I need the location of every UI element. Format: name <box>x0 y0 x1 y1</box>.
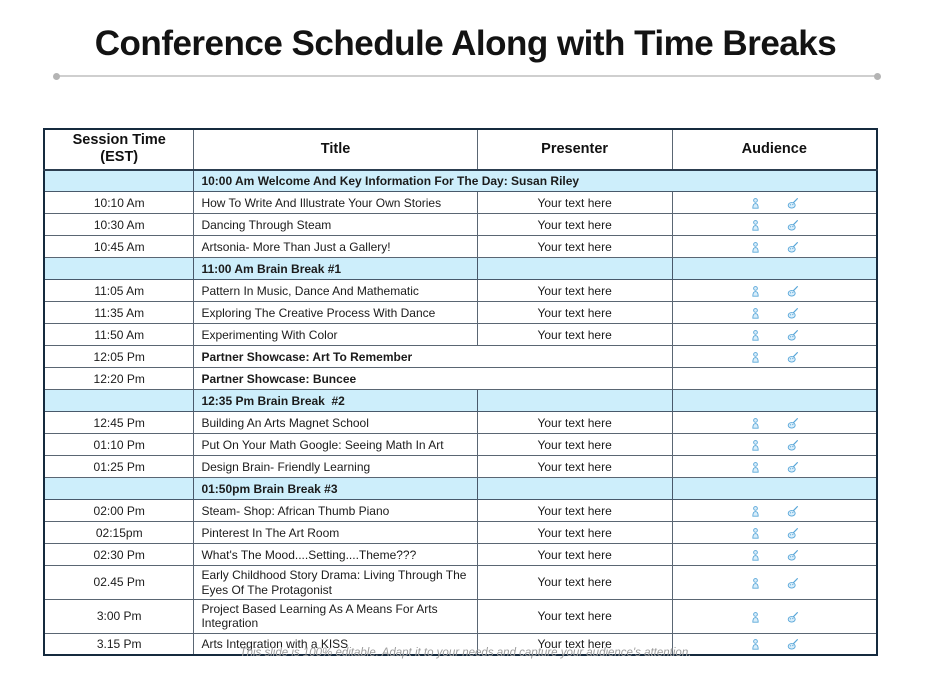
paint-hand-icon <box>786 241 799 254</box>
presenter-cell: Your text here <box>477 544 672 566</box>
audience-cell <box>672 478 877 500</box>
session-title-cell: Project Based Learning As A Means For Arts Integration <box>194 600 477 634</box>
session-row <box>44 544 877 566</box>
presenter-cell: Your text here <box>477 192 672 214</box>
person-icon <box>749 505 762 518</box>
footer-note: This slide is 100% editable. Adapt it to your needs and capture your audience's attention. <box>239 647 692 659</box>
time-cell: 02:00 Pm <box>44 500 194 522</box>
header-session-time: Session Time (EST) <box>44 129 194 170</box>
time-cell: 11:50 Am <box>44 324 194 346</box>
time-cell: 01:10 Pm <box>44 434 194 456</box>
paint-hand-icon <box>786 527 799 540</box>
session-title-cell: What's The Mood....Setting....Theme??? <box>194 544 477 566</box>
title-divider <box>58 75 876 77</box>
paint-hand-icon <box>786 549 799 562</box>
session-row <box>44 600 877 634</box>
person-icon <box>749 417 762 430</box>
time-cell: 12:45 Pm <box>44 412 194 434</box>
page-title: Conference Schedule Along with Time Breaks <box>94 24 837 63</box>
time-cell: 3:00 Pm <box>44 600 194 634</box>
audience-cell <box>672 600 877 634</box>
header-audience: Audience <box>672 129 877 170</box>
time-cell: 11:35 Am <box>44 302 194 324</box>
session-row <box>44 236 877 258</box>
presenter-cell: Your text here <box>477 412 672 434</box>
session-title-cell: Early Childhood Story Drama: Living Through The Eyes Of The Protagonist <box>194 566 477 600</box>
session-title-cell: Partner Showcase: Art To Remember <box>194 346 672 368</box>
audience-cell <box>672 192 877 214</box>
person-icon <box>749 611 762 624</box>
audience-cell <box>672 302 877 324</box>
audience-cell <box>672 368 877 390</box>
person-icon <box>749 241 762 254</box>
person-icon <box>749 329 762 342</box>
header-title: Title <box>194 129 477 170</box>
time-cell: 10:10 Am <box>44 192 194 214</box>
conference-schedule-table <box>43 128 878 656</box>
welcome-row <box>44 170 877 192</box>
person-icon <box>749 439 762 452</box>
divider-right-dot <box>874 73 881 80</box>
paint-hand-icon <box>786 307 799 320</box>
presenter-cell <box>477 390 672 412</box>
session-title-cell: Dancing Through Steam <box>194 214 477 236</box>
presenter-cell: Your text here <box>477 214 672 236</box>
person-icon <box>749 549 762 562</box>
person-icon <box>749 351 762 364</box>
paint-hand-icon <box>786 219 799 232</box>
session-row <box>44 522 877 544</box>
showcase-row <box>44 368 877 390</box>
time-cell: 02:30 Pm <box>44 544 194 566</box>
break-note: 01:50pm Brain Break #3 <box>194 478 477 500</box>
paint-hand-icon <box>786 505 799 518</box>
audience-cell <box>672 324 877 346</box>
session-title-cell: Building An Arts Magnet School <box>194 412 477 434</box>
time-cell <box>44 170 194 192</box>
session-title-cell: Exploring The Creative Process With Dance <box>194 302 477 324</box>
paint-hand-icon <box>786 285 799 298</box>
session-row <box>44 192 877 214</box>
paint-hand-icon <box>786 417 799 430</box>
break-row <box>44 390 877 412</box>
paint-hand-icon <box>786 329 799 342</box>
session-row <box>44 500 877 522</box>
time-cell: 01:25 Pm <box>44 456 194 478</box>
session-row <box>44 412 877 434</box>
audience-cell <box>672 434 877 456</box>
time-cell: 02.45 Pm <box>44 566 194 600</box>
audience-cell <box>672 412 877 434</box>
break-note: 10:00 Am Welcome And Key Information For The Day: Susan Riley <box>194 170 877 192</box>
audience-cell <box>672 544 877 566</box>
time-cell: 3.15 Pm <box>44 633 194 655</box>
time-cell <box>44 478 194 500</box>
presenter-cell: Your text here <box>477 324 672 346</box>
time-cell: 10:30 Am <box>44 214 194 236</box>
person-icon <box>749 219 762 232</box>
divider-left-dot <box>53 73 60 80</box>
audience-cell <box>672 214 877 236</box>
session-title-cell: Steam- Shop: African Thumb Piano <box>194 500 477 522</box>
session-row <box>44 302 877 324</box>
audience-cell <box>672 346 877 368</box>
time-cell: 12:05 Pm <box>44 346 194 368</box>
session-title-cell: Design Brain- Friendly Learning <box>194 456 477 478</box>
audience-cell <box>672 236 877 258</box>
audience-cell <box>672 522 877 544</box>
break-row <box>44 478 877 500</box>
time-cell <box>44 258 194 280</box>
session-title-cell: Put On Your Math Google: Seeing Math In Art <box>194 434 477 456</box>
time-cell <box>44 390 194 412</box>
person-icon <box>749 527 762 540</box>
presenter-cell <box>477 258 672 280</box>
paint-hand-icon <box>786 461 799 474</box>
session-row <box>44 324 877 346</box>
audience-cell <box>672 456 877 478</box>
session-row <box>44 566 877 600</box>
session-row <box>44 214 877 236</box>
time-cell: 02:15pm <box>44 522 194 544</box>
audience-cell <box>672 280 877 302</box>
presenter-cell: Your text here <box>477 522 672 544</box>
header-presenter: Presenter <box>477 129 672 170</box>
paint-hand-icon <box>786 577 799 590</box>
presenter-cell: Your text here <box>477 434 672 456</box>
audience-cell <box>672 390 877 412</box>
session-title-cell: How To Write And Illustrate Your Own Stories <box>194 192 477 214</box>
presenter-cell: Your text here <box>477 456 672 478</box>
paint-hand-icon <box>786 439 799 452</box>
paint-hand-icon <box>786 611 799 624</box>
session-title-cell: Partner Showcase: Buncee <box>194 368 672 390</box>
audience-cell <box>672 258 877 280</box>
session-title-cell: Pinterest In The Art Room <box>194 522 477 544</box>
session-title-cell: Pattern In Music, Dance And Mathematic <box>194 280 477 302</box>
schedule-body <box>44 170 877 656</box>
presenter-cell: Your text here <box>477 302 672 324</box>
person-icon <box>749 577 762 590</box>
audience-cell <box>672 500 877 522</box>
session-title-cell: Arts Integration with a KISS <box>194 633 477 655</box>
person-icon <box>749 307 762 320</box>
paint-hand-icon <box>786 351 799 364</box>
session-row <box>44 456 877 478</box>
presenter-cell: Your text here <box>477 236 672 258</box>
presenter-cell: Your text here <box>477 500 672 522</box>
presenter-cell: Your text here <box>477 280 672 302</box>
audience-cell <box>672 566 877 600</box>
presenter-cell: Your text here <box>477 600 672 634</box>
session-row <box>44 280 877 302</box>
presenter-cell: Your text here <box>477 633 672 655</box>
break-note: 11:00 Am Brain Break #1 <box>194 258 477 280</box>
presenter-cell: Your text here <box>477 566 672 600</box>
break-note: 12:35 Pm Brain Break #2 <box>194 390 477 412</box>
header-row <box>44 129 877 170</box>
break-row <box>44 258 877 280</box>
session-title-cell: Experimenting With Color <box>194 324 477 346</box>
time-cell: 11:05 Am <box>44 280 194 302</box>
time-cell: 12:20 Pm <box>44 368 194 390</box>
person-icon <box>749 285 762 298</box>
session-title-cell: Artsonia- More Than Just a Gallery! <box>194 236 477 258</box>
time-cell: 10:45 Am <box>44 236 194 258</box>
session-row <box>44 434 877 456</box>
presenter-cell <box>477 478 672 500</box>
paint-hand-icon <box>786 197 799 210</box>
person-icon <box>749 197 762 210</box>
person-icon <box>749 461 762 474</box>
showcase-row <box>44 346 877 368</box>
